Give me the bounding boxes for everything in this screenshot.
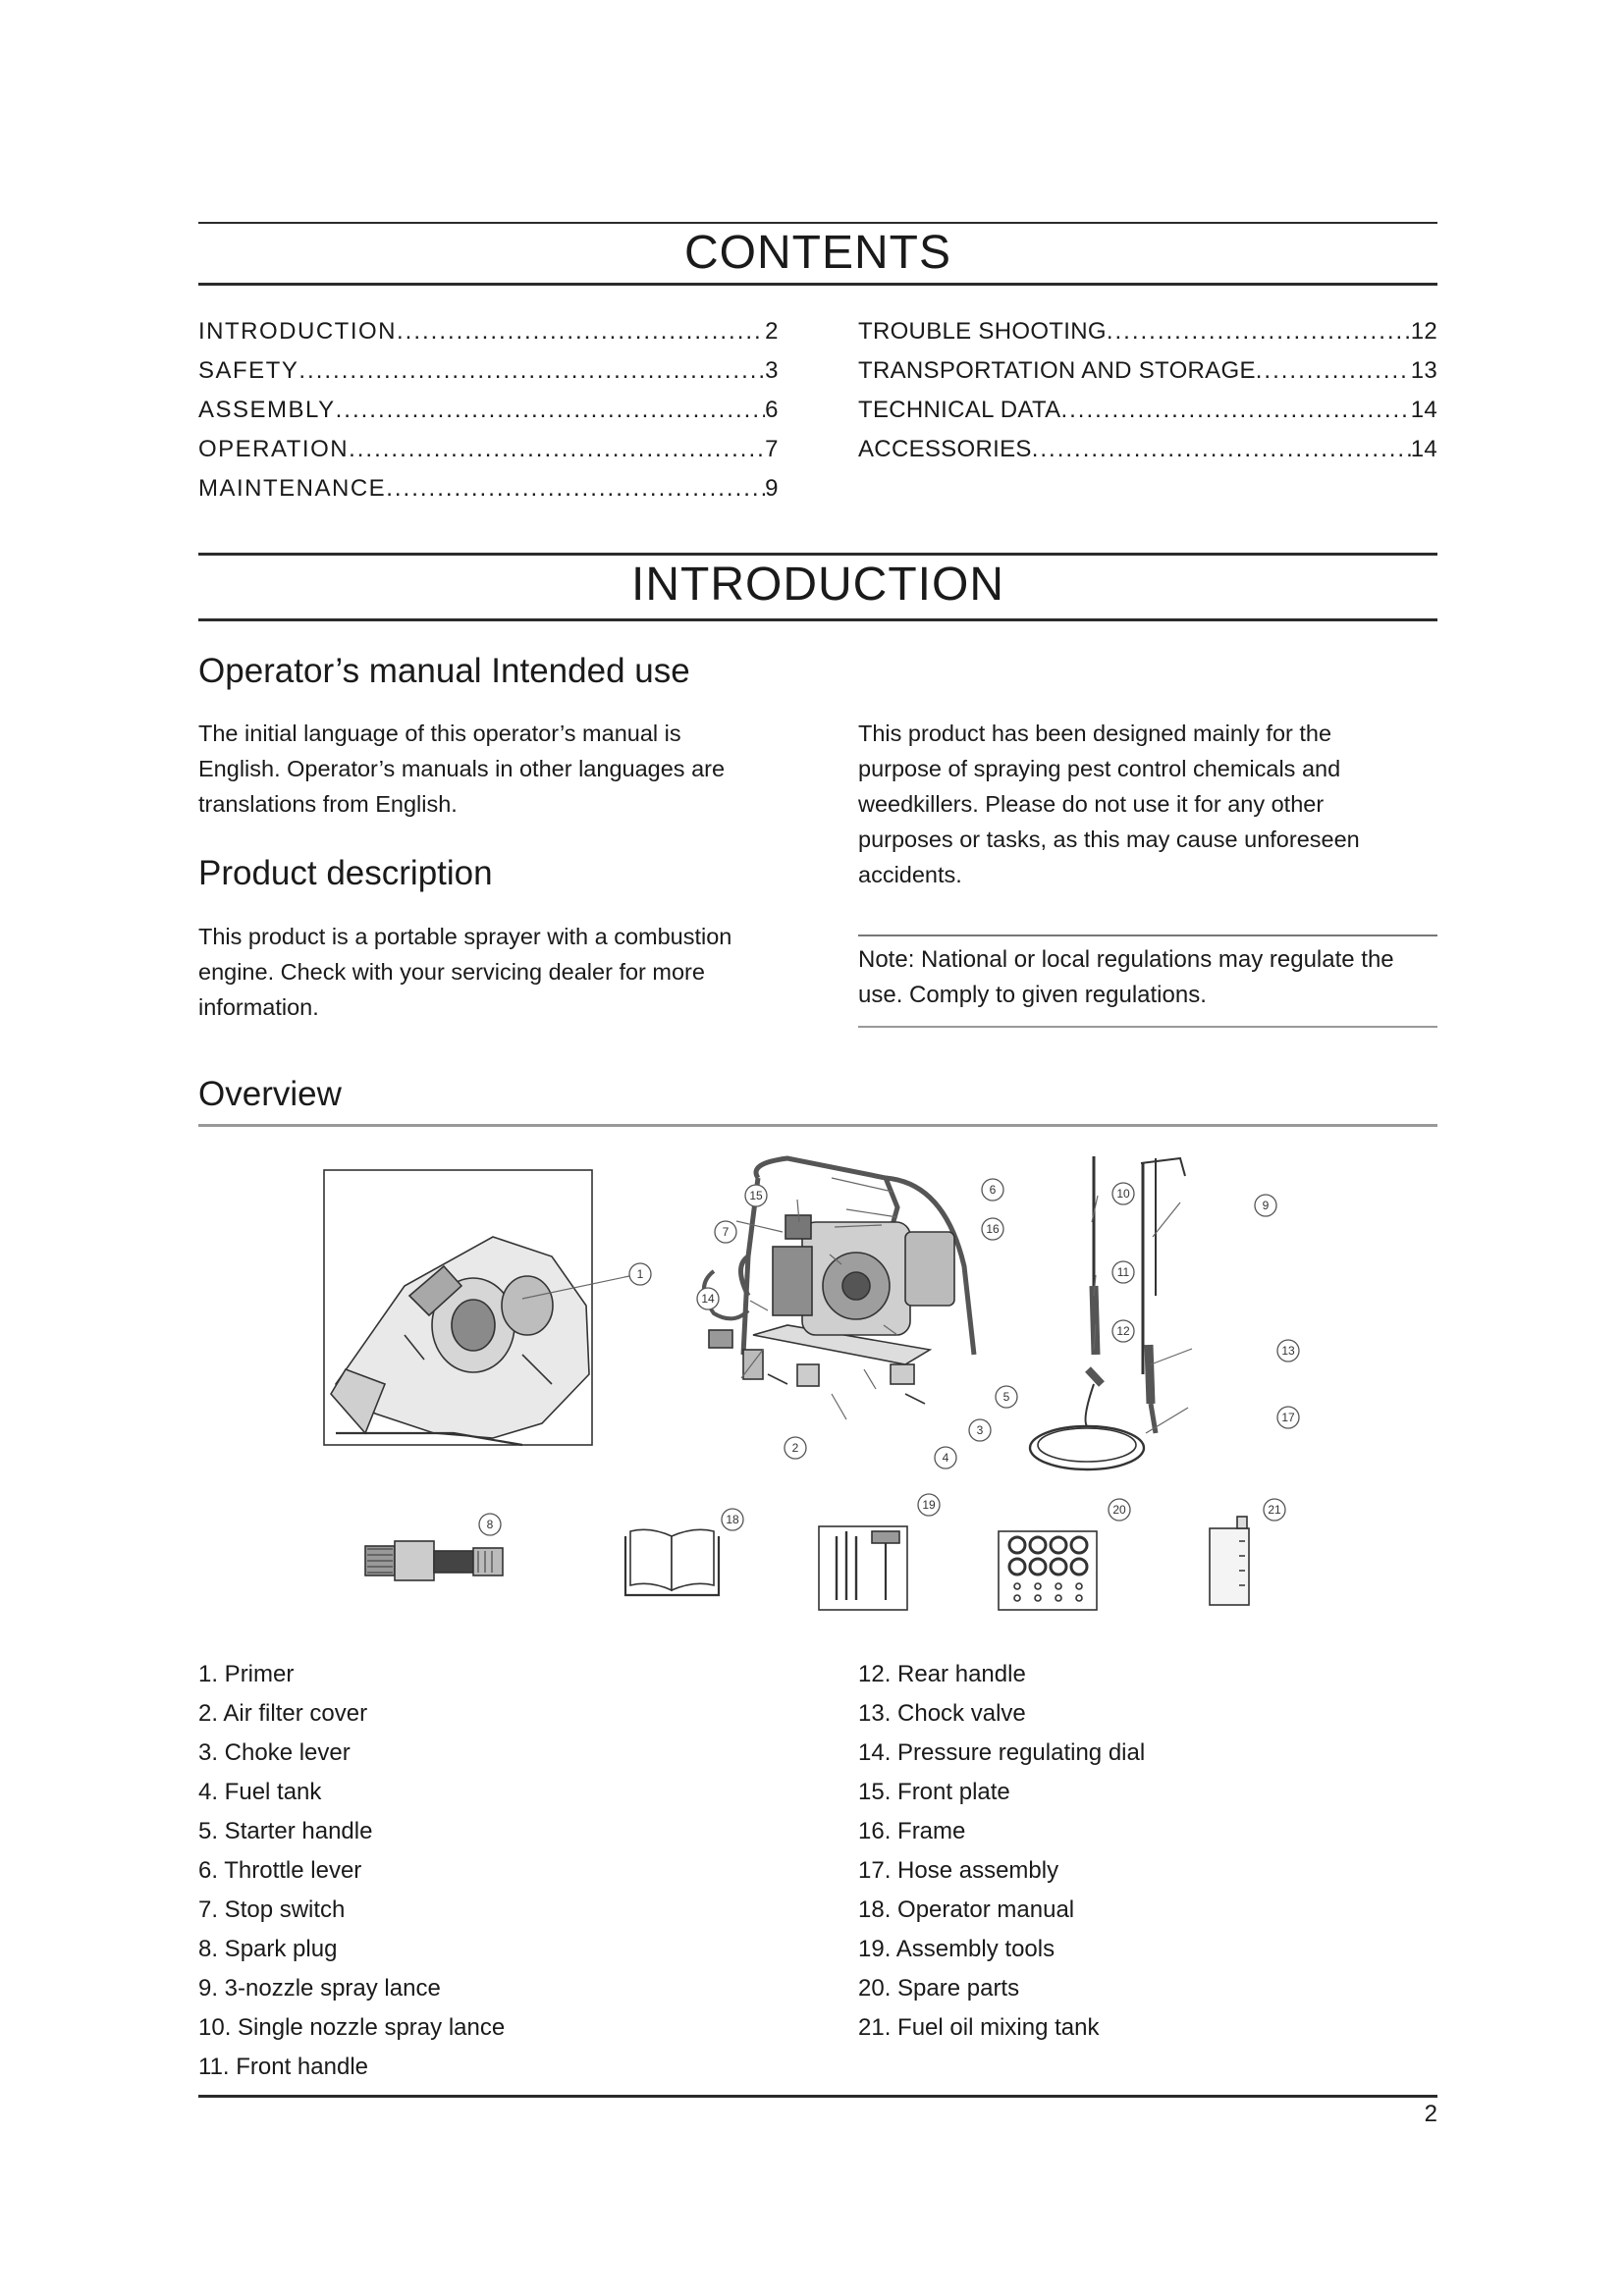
part-item: 7. Stop switch [198, 1896, 346, 1923]
contents-bottom-rule [198, 283, 1437, 286]
svg-text:5: 5 [1002, 1390, 1010, 1404]
part-item: 8. Spark plug [198, 1936, 338, 1962]
callout-20 [1109, 1499, 1130, 1521]
svg-text:13: 13 [1281, 1344, 1295, 1358]
svg-text:16: 16 [986, 1222, 1000, 1236]
callout-3 [969, 1419, 991, 1441]
callout-19 [918, 1494, 940, 1516]
callout-21 [1264, 1499, 1285, 1521]
svg-text:17: 17 [1281, 1411, 1295, 1424]
svg-text:3: 3 [976, 1423, 984, 1437]
spray-lances-illustration [1030, 1156, 1185, 1469]
toc-item-maintenance[interactable]: MAINTENANCE ..... 9 [198, 475, 780, 503]
callout-17 [1277, 1407, 1299, 1428]
part-item: 5. Starter handle [198, 1818, 373, 1844]
callout-5 [996, 1386, 1017, 1408]
svg-text:18: 18 [726, 1513, 739, 1526]
toc-item-safety[interactable]: SAFETY ..... 3 [198, 357, 780, 385]
spark-plug-illustration [365, 1541, 503, 1580]
callout-14 [697, 1288, 719, 1309]
operator-manual-book-illustration [625, 1529, 719, 1595]
callout-8 [479, 1514, 501, 1535]
product-description-text: This product is a portable sprayer with a combustion engine. Check with your servicing dealer for more information. [198, 924, 732, 1020]
part-item: 15. Front plate [858, 1779, 1010, 1805]
svg-text:10: 10 [1116, 1187, 1130, 1201]
callout-1 [629, 1263, 651, 1285]
callout-13 [1277, 1340, 1299, 1362]
contents-title: CONTENTS [684, 227, 951, 279]
contents-top-rule [198, 222, 1437, 224]
part-item: 20. Spare parts [858, 1975, 1020, 2002]
part-item: 1. Primer [198, 1661, 295, 1687]
part-item: 14. Pressure regulating dial [858, 1739, 1146, 1766]
fuel-mixing-tank-illustration [1210, 1517, 1249, 1605]
part-item: 9. 3-nozzle spray lance [198, 1975, 441, 2002]
part-item: 3. Choke lever [198, 1739, 351, 1766]
part-item: 19. Assembly tools [858, 1936, 1056, 1962]
note-text: Note: National or local regulations may regulate the use. Comply to given regulations. [858, 946, 1394, 1008]
part-item: 18. Operator manual [858, 1896, 1075, 1923]
parts-list-right [858, 1655, 1145, 2048]
svg-text:11: 11 [1116, 1265, 1130, 1279]
callout-18 [722, 1509, 743, 1530]
toc-item-operation[interactable]: OPERATION ..... 7 [198, 436, 780, 463]
callout-15 [745, 1185, 767, 1206]
svg-text:4: 4 [942, 1451, 949, 1465]
toc-item-accessories[interactable]: ACCESSORIES ..... 14 [858, 436, 1437, 463]
introduction-title: INTRODUCTION [631, 559, 1004, 611]
toc-item-assembly[interactable]: ASSEMBLY ..... 6 [198, 397, 780, 424]
overview-heading: Overview [198, 1075, 342, 1113]
toc-item-transportation[interactable]: TRANSPORTATION AND STORAGE ..... 13 [858, 357, 1437, 385]
intro-top-rule [198, 553, 1437, 556]
page-number: 2 [1424, 2101, 1437, 2127]
callout-4 [935, 1447, 956, 1468]
svg-text:20: 20 [1112, 1503, 1126, 1517]
svg-text:1: 1 [636, 1267, 644, 1281]
product-description-heading: Product description [198, 854, 493, 892]
intended-use-text: This product has been designed mainly for the purpose of spraying pest control chemicals and weedkillers. Please do not use it for any other purposes or tasks, as this may cause unforeseen accidents. [858, 721, 1360, 887]
part-item: 17. Hose assembly [858, 1857, 1059, 1884]
part-item: 2. Air filter cover [198, 1700, 368, 1727]
operators-manual-text: The initial language of this operator’s manual is English. Operator’s manuals in other languages are translations from English. [198, 721, 726, 817]
note-top-rule [858, 934, 1437, 936]
note-bottom-rule [858, 1026, 1437, 1028]
engine-unit-illustration [704, 1158, 974, 1404]
overview-diagram [198, 1139, 1437, 1629]
callout-12 [1112, 1320, 1134, 1342]
svg-text:8: 8 [486, 1518, 494, 1531]
callout-9 [1255, 1195, 1276, 1216]
part-item: 16. Frame [858, 1818, 966, 1844]
operators-manual-heading: Operator’s manual Intended use [198, 652, 690, 690]
overview-rule [198, 1124, 1437, 1127]
svg-text:21: 21 [1268, 1503, 1281, 1517]
toc-item-trouble-shooting[interactable]: TROUBLE SHOOTING ..... 12 [858, 318, 1437, 346]
toc-item-technical-data[interactable]: TECHNICAL DATA ..... 14 [858, 397, 1437, 424]
part-item: 4. Fuel tank [198, 1779, 322, 1805]
svg-text:9: 9 [1262, 1199, 1270, 1212]
intro-bottom-rule [198, 618, 1437, 621]
svg-text:7: 7 [722, 1225, 730, 1239]
svg-text:19: 19 [922, 1498, 936, 1512]
assembly-tools-illustration [819, 1526, 907, 1610]
footer-rule [198, 2095, 1437, 2098]
part-item: 21. Fuel oil mixing tank [858, 2014, 1100, 2041]
callout-6 [982, 1179, 1003, 1201]
spare-parts-illustration [999, 1531, 1097, 1610]
callout-2 [785, 1437, 806, 1459]
part-item: 6. Throttle lever [198, 1857, 362, 1884]
callout-16 [982, 1218, 1003, 1240]
callout-10 [1112, 1183, 1134, 1204]
callout-7 [715, 1221, 736, 1243]
part-item: 12. Rear handle [858, 1661, 1026, 1687]
toc-item-introduction[interactable]: INTRODUCTION ..... 2 [198, 318, 780, 346]
part-item: 11. Front handle [198, 2054, 369, 2080]
part-item: 13. Chock valve [858, 1700, 1026, 1727]
svg-text:14: 14 [701, 1292, 715, 1306]
part-item: 10. Single nozzle spray lance [198, 2014, 506, 2041]
svg-text:12: 12 [1116, 1324, 1130, 1338]
svg-text:2: 2 [791, 1441, 799, 1455]
parts-list-left [198, 1655, 505, 2087]
callout-11 [1112, 1261, 1134, 1283]
svg-text:15: 15 [749, 1189, 763, 1202]
svg-text:6: 6 [989, 1183, 997, 1197]
